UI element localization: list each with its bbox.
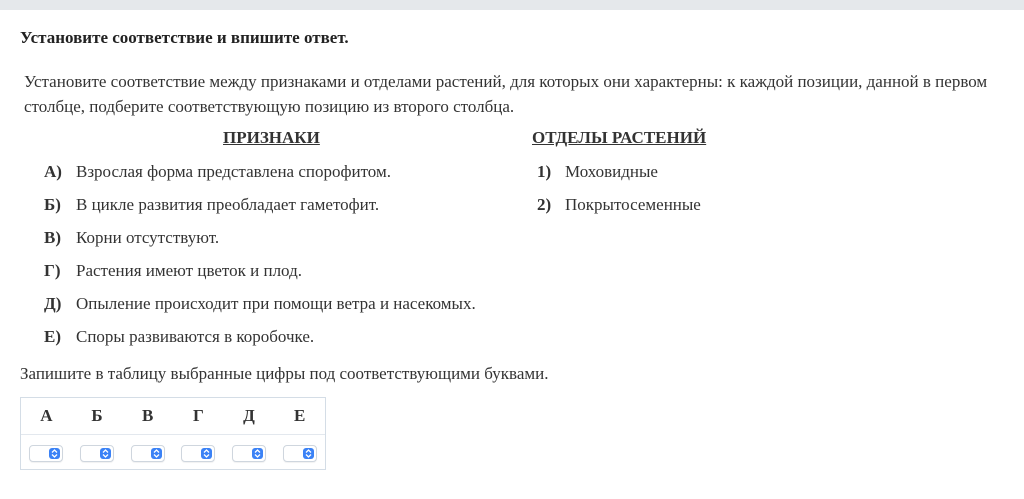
divisions-list: [537, 162, 701, 228]
chevron-up-down-icon: [49, 448, 60, 459]
answer-select-b[interactable]: [80, 445, 114, 462]
answer-column-letter: В: [142, 406, 154, 425]
features-list: [44, 162, 476, 360]
list-item: [44, 294, 476, 327]
item-letter: В): [44, 228, 61, 247]
answer-column-letter: Б: [91, 406, 103, 425]
list-item: [537, 195, 701, 228]
top-bar: [0, 0, 1024, 10]
list-item: [44, 162, 476, 195]
item-text: Опыление происходит при помощи ветра и насекомых.: [76, 294, 476, 313]
answer-select-e[interactable]: [283, 445, 317, 462]
item-text: Растения имеют цветок и плод.: [76, 261, 302, 280]
chevron-up-down-icon: [303, 448, 314, 459]
answer-instruction: Запишите в таблицу выбранные цифры под соответствующими буквами.: [20, 364, 549, 383]
list-item: [537, 162, 701, 195]
item-text: Корни отсутствуют.: [76, 228, 220, 247]
item-number: 1): [537, 162, 552, 181]
task-description: Установите соответствие между признаками и отделами растений, для которых они характерны: к каждой позиции, данной в первом столбце, подберите соответствующую позицию из второго столбца.: [24, 72, 988, 116]
answer-column-letter: А: [40, 406, 53, 425]
item-letter: Г): [44, 261, 61, 280]
task-title: Установите соответствие и впишите ответ.: [20, 28, 349, 47]
item-letter: А): [44, 162, 62, 181]
item-text: Взрослая форма представлена спорофитом.: [76, 162, 391, 181]
chevron-up-down-icon: [252, 448, 263, 459]
item-text: Споры развиваются в коробочке.: [76, 327, 315, 346]
answer-column-letter: Е: [294, 406, 306, 425]
item-letter: Е): [44, 327, 61, 346]
answer-select-v[interactable]: [131, 445, 165, 462]
answer-column-letter: Г: [192, 406, 204, 425]
divisions-column-title: ОТДЕЛЫ РАСТЕНИЙ: [532, 128, 707, 147]
item-letter: Б): [44, 195, 61, 214]
chevron-up-down-icon: [201, 448, 212, 459]
chevron-up-down-icon: [151, 448, 162, 459]
list-item: [44, 195, 476, 228]
answer-select-a[interactable]: [29, 445, 63, 462]
answer-table-header: [21, 398, 325, 435]
list-item: [44, 327, 476, 360]
item-number: 2): [537, 195, 552, 214]
item-text: В цикле развития преобладает гаметофит.: [76, 195, 380, 214]
answer-select-g[interactable]: [181, 445, 215, 462]
item-letter: Д): [44, 294, 62, 313]
item-text: Покрытосеменные: [565, 195, 701, 214]
answer-select-d[interactable]: [232, 445, 266, 462]
answer-table: [20, 397, 326, 470]
item-text: Моховидные: [565, 162, 658, 181]
list-item: [44, 261, 476, 294]
chevron-up-down-icon: [100, 448, 111, 459]
list-item: [44, 228, 476, 261]
features-column-title: ПРИЗНАКИ: [223, 128, 320, 147]
answer-table-inputs: [21, 435, 325, 471]
answer-column-letter: Д: [243, 406, 255, 425]
